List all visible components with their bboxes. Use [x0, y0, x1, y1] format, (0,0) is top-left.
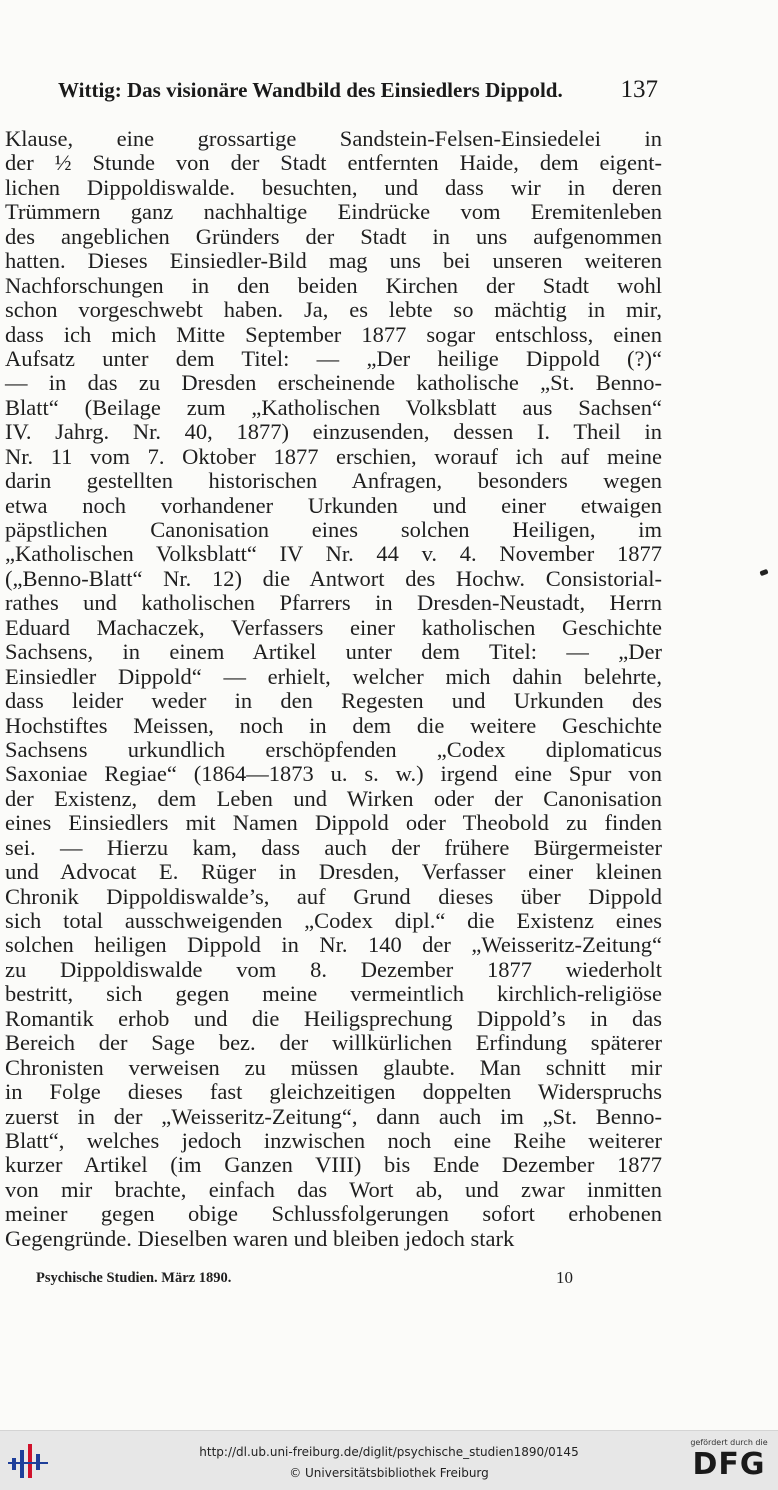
document-url[interactable]: http://dl.ub.uni-freiburg.de/diglit/psychische_studien1890/0145 [199, 1445, 579, 1459]
margin-mark-icon [759, 569, 768, 576]
text-line: und Advocat E. Rüger in Dresden, Verfasser einer kleinen [5, 859, 662, 885]
text-line: schon vorgeschwebt haben. Ja, es lebte so mächtig in mir, [5, 297, 662, 323]
text-line: Chronisten verweisen zu müssen glaubte. Man schnitt mir [5, 1054, 662, 1080]
viewer-footer-bar [0, 1430, 778, 1490]
text-line: Klause, eine grossartige Sandstein-Felsen-Einsiedelei in [5, 126, 662, 151]
dfg-wordmark: DFG [692, 1447, 766, 1482]
text-line: zu Dippoldiswalde vom 8. Dezember 1877 wiederholt [5, 956, 662, 982]
text-line: Nachforschungen in den beiden Kirchen der Stadt wohl [5, 272, 662, 298]
text-line: Einsiedler Dippold“ — erhielt, welcher mich dahin belehrte, [5, 663, 662, 689]
text-line: hatten. Dieses Einsiedler-Bild mag uns bei unseren weiteren [5, 248, 662, 274]
text-line: IV. Jahrg. Nr. 40, 1877) einzusenden, dessen I. Theil in [5, 419, 662, 445]
text-line: („Benno-Blatt“ Nr. 12) die Antwort des Hochw. Consistorial- [5, 565, 662, 591]
text-line: bestritt, sich gegen meine vermeintlich kirchlich-religiöse [5, 981, 662, 1007]
footer-journal: Psychische Studien. März 1890. [36, 1270, 232, 1286]
dfg-logo [688, 1438, 770, 1486]
text-line: Blatt“ (Beilage zum „Katholischen Volksblatt aus Sachsen“ [5, 394, 662, 420]
text-line: rathes und katholischen Pfarrers in Dresden-Neustadt, Herrn [5, 590, 662, 616]
text-line: etwa noch vorhandener Urkunden und einer etwaigen [5, 492, 662, 518]
text-line: Sachsens urkundlich erschöpfenden „Codex diplomaticus [5, 736, 662, 762]
text-line: Sachsens, in einem Artikel unter dem Titel: — „Der [5, 639, 662, 665]
text-line: zuerst in der „Weisseritz-Zeitung“, dann auch im „St. Benno- [5, 1103, 662, 1129]
text-line: — in das zu Dresden erscheinende katholische „St. Benno- [5, 370, 662, 396]
text-line: Blatt“, welches jedoch inzwischen noch eine Reihe weiterer [5, 1127, 662, 1153]
copyright-notice: © Universitätsbibliothek Freiburg [289, 1466, 489, 1480]
text-line: dass leider weder in den Regesten und Urkunden des [5, 688, 662, 714]
text-line: dass ich mich Mitte September 1877 sogar entschloss, einen [5, 321, 662, 347]
running-head-title: Wittig: Das visionäre Wandbild des Einsiedlers Dippold. [58, 78, 563, 102]
page-number: 137 [620, 76, 658, 103]
signature-mark: 10 [556, 1268, 573, 1287]
text-line: päpstlichen Canonisation eines solchen Heiligen, im [5, 517, 662, 542]
running-head [58, 78, 658, 108]
text-line: Romantik erhob und die Heiligsprechung Dippold’s in das [5, 1005, 662, 1031]
text-line: meiner gegen obige Schlussfolgerungen sofort erhobenen [5, 1201, 662, 1227]
text-line: Aufsatz unter dem Titel: — „Der heilige Dippold (?)“ [5, 345, 662, 371]
text-line: eines Einsiedlers mit Namen Dippold oder Theobold zu finden [5, 810, 662, 836]
body-text [5, 127, 662, 1251]
text-line: „Katholischen Volksblatt“ IV Nr. 44 v. 4. November 1877 [5, 541, 662, 567]
text-line: des angeblichen Gründers der Stadt in uns aufgenommen [5, 223, 662, 249]
text-line: der ½ Stunde von der Stadt entfernten Haide, dem eigent- [5, 150, 662, 176]
text-line: lichen Dippoldiswalde. besuchten, und dass wir in deren [5, 174, 662, 200]
text-line: Nr. 11 vom 7. Oktober 1877 erschien, worauf ich auf meine [5, 443, 662, 469]
text-line: kurzer Artikel (im Ganzen VIII) bis Ende Dezember 1877 [5, 1152, 662, 1178]
text-line: der Existenz, dem Leben und Wirken oder der Canonisation [5, 785, 662, 811]
text-line: Bereich der Sage bez. der willkürlichen Erfindung späterer [5, 1030, 662, 1056]
text-line: sich total ausschweigenden „Codex dipl.“ die Existenz eines [5, 908, 662, 933]
text-line: darin gestellten historischen Anfragen, besonders wegen [5, 468, 662, 494]
text-line: sei. — Hierzu kam, dass auch der frühere Bürgermeister [5, 834, 662, 860]
dfg-tagline: gefördert durch die [690, 1438, 768, 1447]
text-line: Trümmern ganz nachhaltige Eindrücke vom Eremitenleben [5, 199, 662, 225]
text-line: Eduard Machaczek, Verfassers einer katholischen Geschichte [5, 614, 662, 640]
text-line: Gegengründe. Dieselben waren und bleiben jedoch stark [5, 1225, 515, 1251]
text-line: Saxoniae Regiae“ (1864—1873 u. s. w.) irgend eine Spur von [5, 761, 662, 787]
page-footer [36, 1270, 616, 1290]
text-line: Chronik Dippoldiswalde’s, auf Grund dieses über Dippold [5, 883, 662, 909]
text-line: in Folge dieses fast gleichzeitigen doppelten Widerspruchs [5, 1079, 662, 1105]
text-line: von mir brachte, einfach das Wort ab, und zwar inmitten [5, 1176, 662, 1202]
text-line: Hochstiftes Meissen, noch in dem die weitere Geschichte [5, 712, 662, 738]
text-line: solchen heiligen Dippold in Nr. 140 der „Weisseritz-Zeitung“ [5, 932, 662, 958]
